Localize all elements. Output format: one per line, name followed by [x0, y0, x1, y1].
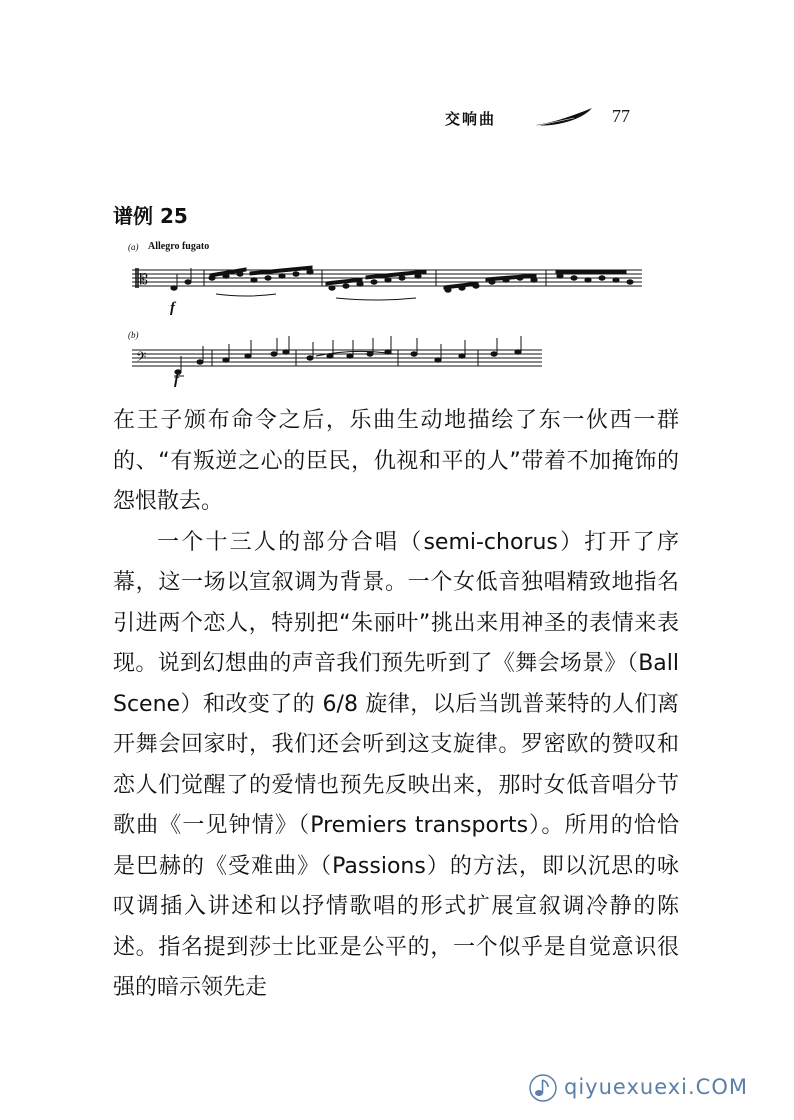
page-number: 77 — [612, 106, 630, 126]
system-b-label: (b) — [128, 330, 139, 340]
watermark-text: qiyuexuexi.COM — [564, 1075, 748, 1099]
paragraph-2: 一个十三人的部分合唱（semi-chorus）打开了序幕，这一场以宣叙调为背景。一个女低音独唱精致地指名引进两个恋人，特别把“朱丽叶”挑出来用神圣的表情来表现。说到幻想曲的声音我们预先听到了《舞会场景》（Ball Scene）和改变了的 6/8 旋律，以后当凯普莱特的人们离开舞会回家时，我们还会听到这支旋律。罗密欧的赞叹和恋人们觉醒了的爱情也预先反映出来，那时女低音唱分节歌曲《一见钟情》（Premiers transports）。所用的恰恰是巴赫的《受难曲》（Passions）的方法，即以沉思的咏叹调插入讲述和以抒情歌唱的形式扩展宣叙调冷静的陈述。指名提到莎士比亚是公平的，一个似乎是自觉意识很强的暗示领先走 — [113, 529, 679, 1000]
running-head — [440, 106, 660, 132]
quill-ornament-icon — [534, 106, 596, 132]
dynamic-marking-a: f — [170, 300, 175, 316]
example-title: 谱例 25 — [113, 204, 188, 228]
svg-text:𝄢: 𝄢 — [136, 349, 147, 368]
music-score — [126, 238, 646, 398]
running-head-title: 交响曲 — [445, 110, 497, 128]
site-watermark — [528, 1071, 778, 1105]
dynamic-marking-b: f — [174, 372, 179, 388]
system-a-label: (a) — [128, 242, 139, 252]
paragraph-1: 在王子颁布命令之后，乐曲生动地描绘了东一伙西一群的、“有叛逆之心的臣民，仇视和平的人”带着不加掩饰的怨恨散去。 — [113, 408, 679, 514]
music-note-logo-icon — [528, 1073, 558, 1107]
staff-notation — [126, 238, 646, 398]
body-text — [113, 401, 679, 1009]
svg-text:𝄡: 𝄡 — [140, 272, 148, 288]
tempo-marking: Allegro fugato — [148, 241, 210, 252]
